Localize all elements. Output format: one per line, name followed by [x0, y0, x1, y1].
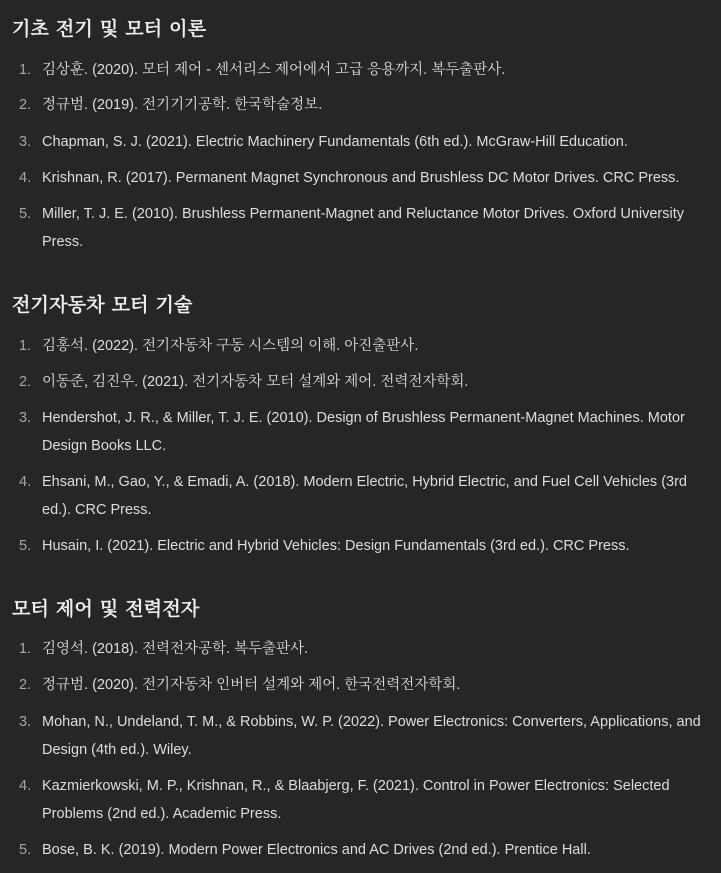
item-number: 4. — [19, 170, 32, 186]
item-number: 4. — [19, 474, 32, 490]
item-text: Krishnan, R. (2017). Permanent Magnet Synchronous and Brushless DC Motor Drives. CRC Press. — [42, 170, 680, 186]
item-text: 정규범. (2020). 전기자동차 인버터 설계와 제어. 한국전력전자학회. — [42, 677, 461, 693]
section-heading: 기초 전기 및 모터 이론 — [12, 18, 207, 40]
item-text: Mohan, N., Undeland, T. M., & Robbins, W. P. (2022). Power Electronics: Converters, Applications, and Design (4th ed.). Wiley. — [42, 714, 701, 758]
item-number: 3. — [19, 714, 32, 730]
item-number: 1. — [19, 62, 32, 78]
item-text: Husain, I. (2021). Electric and Hybrid Vehicles: Design Fundamentals (3rd ed.). CRC Press. — [42, 538, 630, 554]
item-text: 김상훈. (2020). 모터 제어 - 센서리스 제어에서 고급 응용까지. 복두출판사. — [42, 62, 506, 78]
item-text: 정규범. (2019). 전기기기공학. 한국학술정보. — [42, 97, 323, 113]
item-text: Kazmierkowski, M. P., Krishnan, R., & Blaabjerg, F. (2021). Control in Power Electronics: Selected Problems (2nd ed.). Academic Press. — [42, 778, 670, 822]
item-text: Bose, B. K. (2019). Modern Power Electronics and AC Drives (2nd ed.). Prentice Hall. — [42, 842, 591, 858]
item-number: 1. — [19, 338, 32, 354]
item-text: Ehsani, M., Gao, Y., & Emadi, A. (2018). Modern Electric, Hybrid Electric, and Fuel Cell Vehicles (3rd ed.). CRC Press. — [42, 474, 687, 518]
item-number: 3. — [19, 134, 32, 150]
item-number: 5. — [19, 206, 32, 222]
item-number: 5. — [19, 842, 32, 858]
item-text: Miller, T. J. E. (2010). Brushless Permanent-Magnet and Reluctance Motor Drives. Oxford University Press. — [42, 206, 685, 250]
item-text: Hendershot, J. R., & Miller, T. J. E. (2010). Design of Brushless Permanent-Magnet Machines. Motor Design Books LLC. — [42, 410, 685, 454]
section-heading: 전기자동차 모터 기술 — [12, 294, 193, 316]
item-text: Chapman, S. J. (2021). Electric Machinery Fundamentals (6th ed.). McGraw-Hill Education. — [42, 134, 628, 150]
item-number: 1. — [19, 641, 32, 657]
item-number: 2. — [19, 97, 32, 113]
item-text: 김홍석. (2022). 전기자동차 구동 시스템의 이해. 아진출판사. — [42, 338, 419, 354]
item-text: 이동준, 김진우. (2021). 전기자동차 모터 설계와 제어. 전력전자학회. — [42, 374, 469, 390]
item-number: 3. — [19, 410, 32, 426]
item-number: 4. — [19, 778, 32, 794]
item-number: 2. — [19, 677, 32, 693]
item-number: 5. — [19, 538, 32, 554]
item-text: 김영석. (2018). 전력전자공학. 복두출판사. — [42, 641, 309, 657]
section-heading: 모터 제어 및 전력전자 — [12, 598, 200, 620]
item-number: 2. — [19, 374, 32, 390]
